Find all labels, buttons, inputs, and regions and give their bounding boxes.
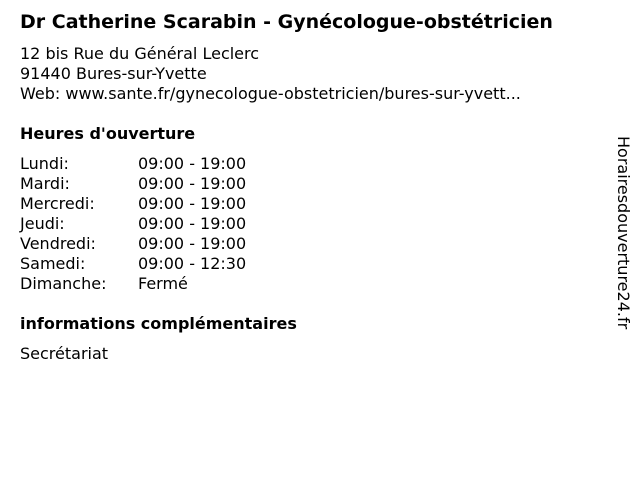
city-postcode: 91440 Bures-sur-Yvette (20, 64, 207, 83)
address-block (20, 44, 521, 104)
opening-hours-heading: Heures d'ouverture (20, 124, 196, 143)
hours-row-sunday (20, 274, 298, 294)
hours-row-saturday (20, 254, 298, 274)
day-label: Lundi: (20, 154, 69, 173)
opening-hours-table (20, 154, 298, 294)
time-value: Fermé (138, 274, 188, 293)
additional-info-text: Secrétariat (20, 344, 109, 363)
hours-row-friday (20, 234, 298, 254)
website-link[interactable]: Web: www.sante.fr/gynecologue-obstetricien/bures-sur-yvett... (20, 84, 521, 103)
day-label: Vendredi: (20, 234, 96, 253)
day-label: Dimanche: (20, 274, 107, 293)
day-label: Jeudi: (20, 214, 65, 233)
page-title: Dr Catherine Scarabin - Gynécologue-obstétricien (20, 11, 553, 33)
hours-row-thursday (20, 214, 298, 234)
day-label: Mercredi: (20, 194, 95, 213)
time-value: 09:00 - 19:00 (138, 194, 247, 213)
time-value: 09:00 - 19:00 (138, 174, 247, 193)
time-value: 09:00 - 12:30 (138, 254, 247, 273)
time-value: 09:00 - 19:00 (138, 214, 247, 233)
time-value: 09:00 - 19:00 (138, 154, 247, 173)
day-label: Mardi: (20, 174, 70, 193)
hours-row-monday (20, 154, 298, 174)
day-label: Samedi: (20, 254, 86, 273)
street-address: 12 bis Rue du Général Leclerc (20, 44, 260, 63)
time-value: 09:00 - 19:00 (138, 234, 247, 253)
hours-row-tuesday (20, 174, 298, 194)
additional-info-heading: informations complémentaires (20, 314, 297, 333)
site-watermark: Horairesdouverture24.fr (614, 136, 633, 330)
hours-row-wednesday (20, 194, 298, 214)
